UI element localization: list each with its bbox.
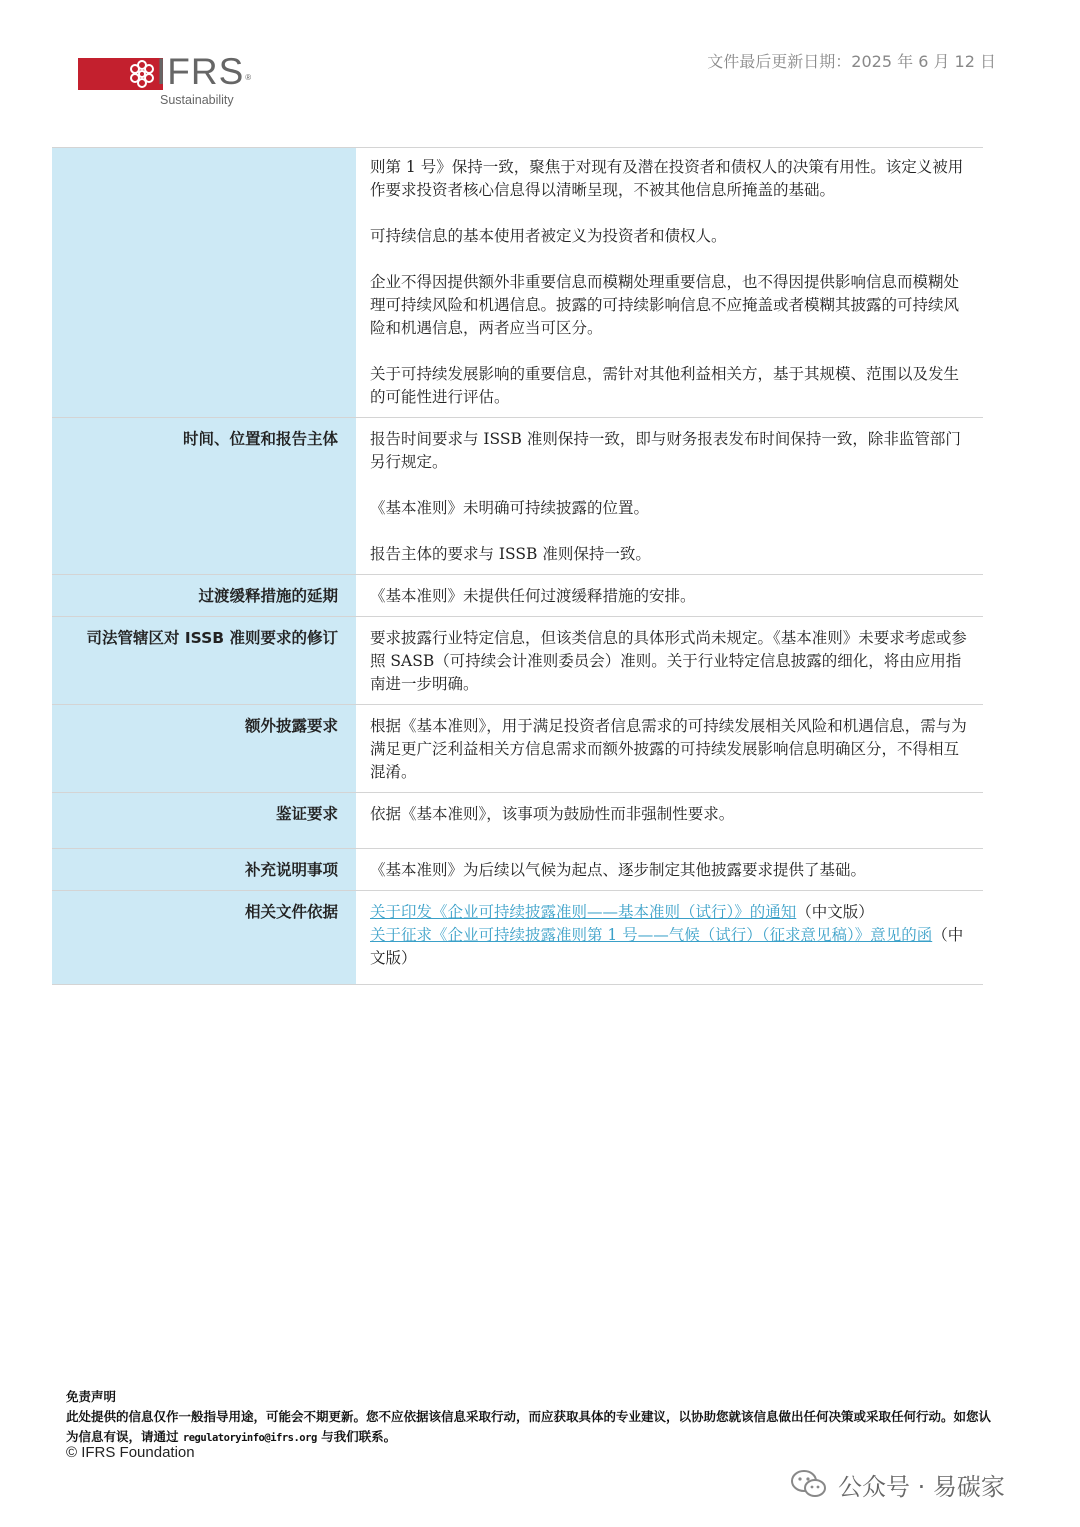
row-label: 鉴证要求: [52, 793, 356, 849]
paragraph: 报告时间要求与 ISSB 准则保持一致，即与财务报表发布时间保持一致，除非监管部门另行规定。: [370, 430, 961, 471]
table-row: [52, 705, 983, 793]
ifrs-logo-subtitle: Sustainability: [160, 93, 234, 107]
table-row: [52, 418, 983, 575]
disclaimer-title: 免责声明: [66, 1389, 117, 1404]
table-row: [52, 617, 983, 705]
reference-item: [370, 901, 967, 924]
ifrs-logo-text: IFRS®: [156, 51, 253, 92]
table-row: [52, 148, 983, 418]
paragraph: 要求披露行业特定信息，但该类信息的具体形式尚未规定。《基本准则》未要求考虑或参照 SASB（可持续会计准则委员会）准则。关于行业特定信息披露的细化，将由应用指南进一步明确。: [370, 629, 967, 693]
paragraph: 依据《基本准则》，该事项为鼓励性而非强制性要求。: [370, 805, 735, 823]
jurisdiction-profile-table: [52, 147, 983, 985]
table-row: [52, 793, 983, 849]
row-content: [356, 849, 983, 891]
reference-suffix: （中文版）: [370, 926, 964, 967]
reference-suffix: （中文版）: [796, 903, 874, 921]
table-row: [52, 575, 983, 617]
reference-link-climate-draft[interactable]: 关于征求《企业可持续披露准则第 1 号——气候（试行）（征求意见稿）》意见的函: [370, 926, 933, 944]
table-row: [52, 891, 983, 985]
watermark: [790, 1464, 1005, 1504]
row-content: [356, 891, 983, 985]
contact-email-link[interactable]: regulatoryinfo@ifrs.org: [182, 1432, 317, 1444]
row-content: [356, 793, 983, 849]
wechat-icon: [790, 1469, 828, 1499]
row-content: [356, 575, 983, 617]
disclaimer-body: 此处提供的信息仅作一般指导用途，可能会不期更新。您不应依据该信息采取行动，而应获取具体的专业建议，以协助您就该信息做出任何决策或采取任何行动。如您认为信息有误，请通过 regulatoryinfo@ifrs.org 与我们联系。: [66, 1409, 992, 1444]
reference-link-basic-standard[interactable]: 关于印发《企业可持续披露准则——基本准则（试行）》的通知: [370, 903, 797, 921]
row-content: [356, 148, 983, 418]
row-label: [52, 148, 356, 418]
copyright: © IFRS Foundation: [66, 1444, 195, 1461]
row-label: 补充说明事项: [52, 849, 356, 891]
table-row: [52, 849, 983, 891]
row-label: 相关文件依据: [52, 891, 356, 985]
row-content: [356, 705, 983, 793]
row-label: 额外披露要求: [52, 705, 356, 793]
row-label: 时间、位置和报告主体: [52, 418, 356, 575]
row-content: [356, 617, 983, 705]
paragraph: 《基本准则》为后续以气候为起点、逐步制定其他披露要求提供了基础。: [370, 861, 867, 879]
paragraph: 报告主体的要求与 ISSB 准则保持一致。: [370, 545, 651, 563]
watermark-text: 公众号 · 易碳家: [838, 1472, 1005, 1501]
paragraph: 可持续信息的基本使用者被定义为投资者和债权人。: [370, 227, 727, 245]
paragraph: 则第 1 号》保持一致，聚焦于对现有及潜在投资者和债权人的决策有用性。该定义被用作要求投资者核心信息得以清晰呈现，不被其他信息所掩盖的基础。: [370, 158, 964, 199]
ifrs-logo-icon: [127, 59, 157, 89]
paragraph: 企业不得因提供额外非重要信息而模糊处理重要信息，也不得因提供影响信息而模糊处理可持续风险和机遇信息。披露的可持续影响信息不应掩盖或者模糊其披露的可持续风险和机遇信息，两者应当可区分。: [370, 273, 960, 337]
row-content: [356, 418, 983, 575]
row-label: 司法管辖区对 ISSB 准则要求的修订: [52, 617, 356, 705]
last-updated-date: 文件最后更新日期：2025 年 6 月 12 日: [707, 52, 996, 71]
row-label: 过渡缓释措施的延期: [52, 575, 356, 617]
paragraph: 根据《基本准则》，用于满足投资者信息需求的可持续发展相关风险和机遇信息，需与为满足更广泛利益相关方信息需求而额外披露的可持续发展影响信息明确区分，不得相互混淆。: [370, 717, 967, 781]
paragraph: 关于可持续发展影响的重要信息，需针对其他利益相关方，基于其规模、范围以及发生的可能性进行评估。: [370, 365, 960, 406]
disclaimer: [66, 1387, 996, 1448]
paragraph: 《基本准则》未明确可持续披露的位置。: [370, 499, 650, 517]
paragraph: 《基本准则》未提供任何过渡缓释措施的安排。: [370, 587, 696, 605]
reference-item: [370, 924, 967, 970]
